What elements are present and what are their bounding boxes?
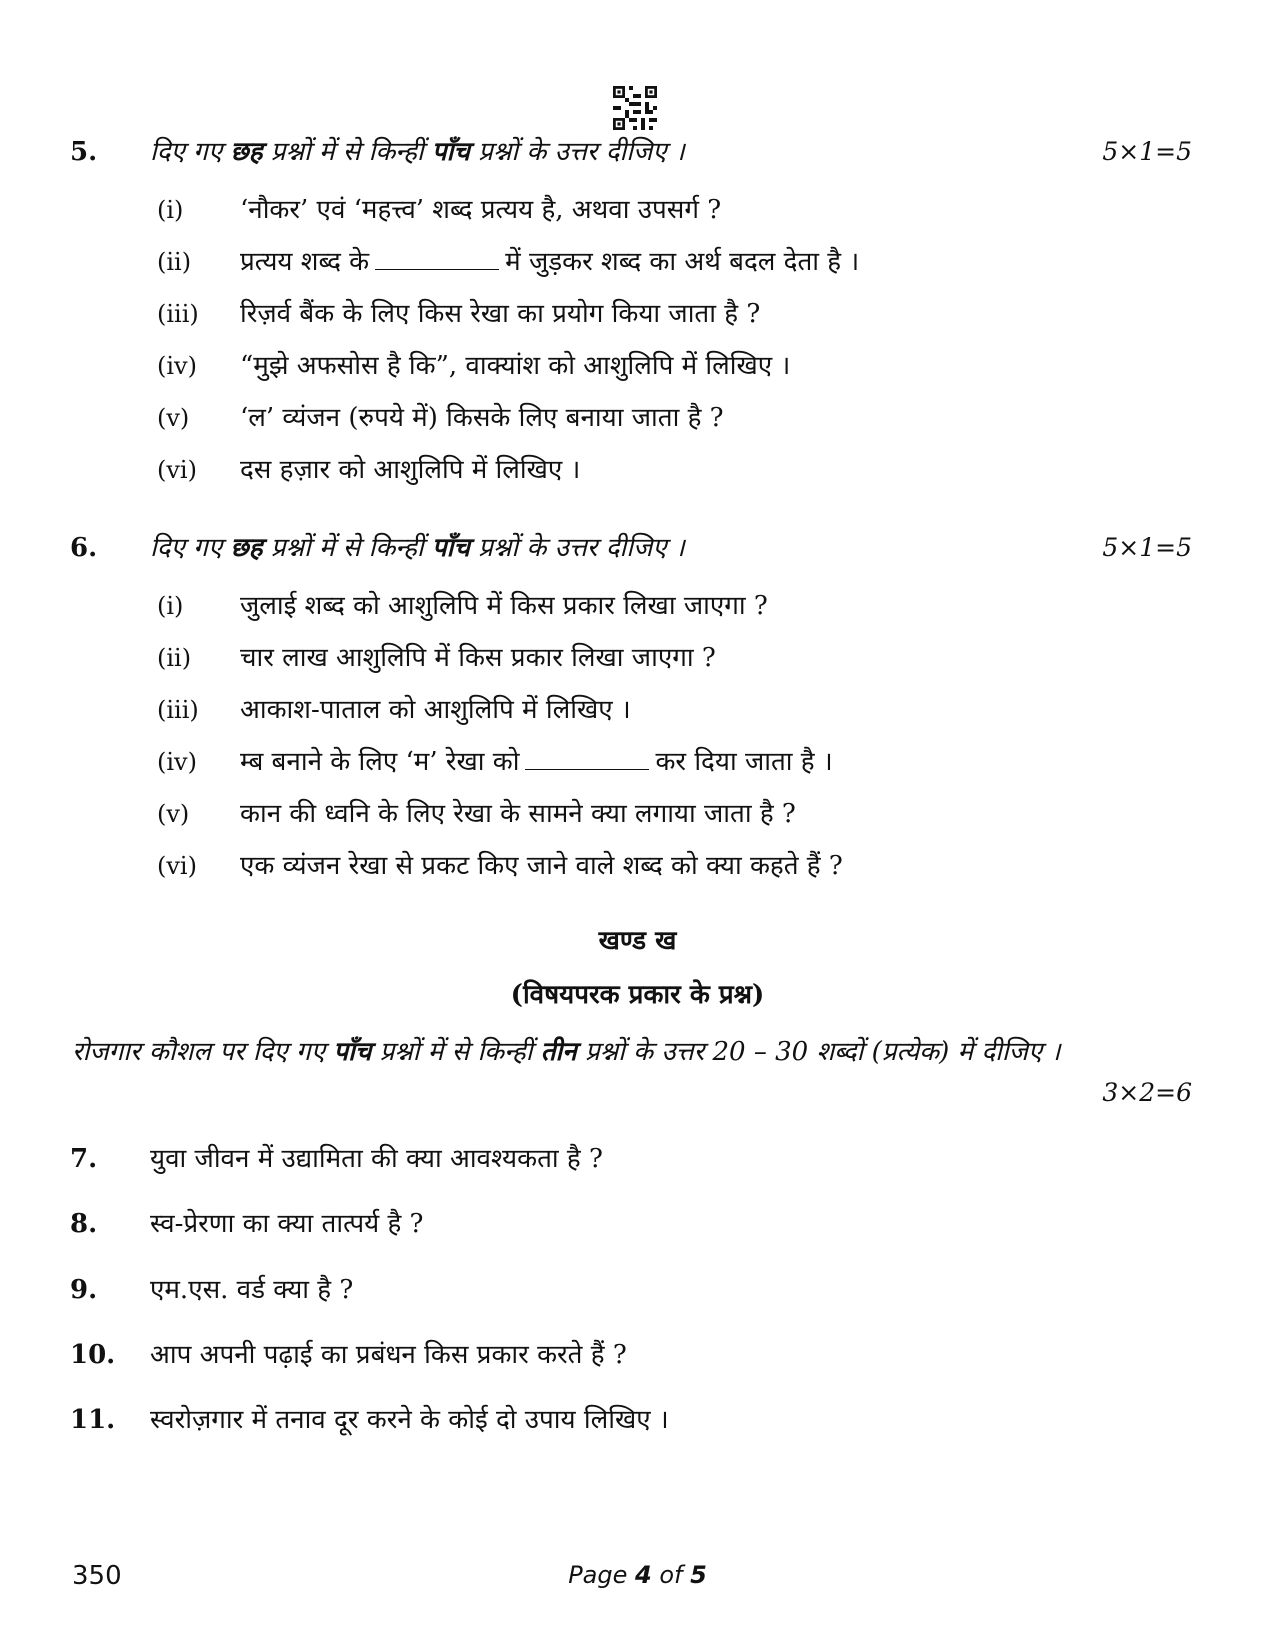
q5-item-label: (i) (157, 196, 184, 224)
question-text: आप अपनी पढ़ाई का प्रबंधन किस प्रकार करते हैं ? (150, 1340, 627, 1370)
q6-item-text: चार लाख आशुलिपि में किस प्रकार लिखा जाएगा ? (240, 643, 716, 673)
question-number: 8. (70, 1209, 98, 1239)
page-indicator: Page 4 of 5 (568, 1561, 707, 1589)
q6-item-label: (iii) (157, 696, 199, 724)
q6-item-label: (ii) (157, 644, 192, 672)
q6-marks: 5×1=5 (1102, 533, 1192, 562)
section-instruction: रोजगार कौशल पर दिए गए पाँच प्रश्नों में से किन्हीं तीन प्रश्नों के उत्तर 20 – 30 शब्दों (प्रत्येक) में दीजिए । (72, 1037, 1061, 1067)
q6-item-label: (i) (157, 592, 184, 620)
question-text: एम.एस. वर्ड क्या है ? (150, 1275, 354, 1305)
q5-item-text: ‘ल’ व्यंजन (रुपये में) किसके लिए बनाया जाता है ? (240, 403, 724, 433)
q6-item-label: (vi) (157, 852, 197, 880)
question-number: 9. (70, 1275, 98, 1305)
q6-item-text: कान की ध्वनि के लिए रेखा के सामने क्या लगाया जाता है ? (240, 799, 796, 829)
q5-marks: 5×1=5 (1102, 137, 1192, 166)
q5-item-label: (v) (157, 404, 190, 432)
q6-instruction: दिए गए छह प्रश्नों में से किन्हीं पाँच प्रश्नों के उत्तर दीजिए । (150, 533, 685, 563)
q6-item-text: आकाश-पाताल को आशुलिपि में लिखिए । (240, 695, 631, 725)
q5-item-text: रिज़र्व बैंक के लिए किस रेखा का प्रयोग किया जाता है ? (240, 299, 761, 329)
q6-item-text: म्ब बनाने के लिए ‘म’ रेखा को कर दिया जाता है । (240, 747, 833, 777)
q5-item-label: (iv) (157, 352, 197, 380)
q5-item-text: प्रत्यय शब्द के में जुड़कर शब्द का अर्थ बदल देता है । (240, 247, 860, 277)
q5-item-text: दस हज़ार को आशुलिपि में लिखिए । (240, 455, 581, 485)
question-text: स्व-प्रेरणा का क्या तात्पर्य है ? (150, 1209, 424, 1239)
q6-item-label: (v) (157, 800, 190, 828)
question-text: युवा जीवन में उद्यामिता की क्या आवश्यकता है ? (150, 1144, 603, 1174)
q5-item-label: (ii) (157, 248, 192, 276)
question-number: 10. (70, 1340, 116, 1370)
q6-item-label: (iv) (157, 748, 197, 776)
q5-item-label: (iii) (157, 300, 199, 328)
section-title: खण्ड ख (598, 926, 677, 956)
q5-item-text: ‘नौकर’ एवं ‘महत्त्व’ शब्द प्रत्यय है, अथवा उपसर्ग ? (240, 195, 722, 225)
q5-item-label: (vi) (157, 456, 197, 484)
qr-code-icon (613, 86, 657, 130)
q5-number: 5. (70, 137, 98, 167)
paper-code: 350 (72, 1561, 122, 1591)
q6-item-text: जुलाई शब्द को आशुलिपि में किस प्रकार लिखा जाएगा ? (240, 591, 768, 621)
section-subtitle: (विषयपरक प्रकार के प्रश्न) (510, 980, 765, 1010)
question-number: 11. (70, 1405, 116, 1435)
q6-item-text: एक व्यंजन रेखा से प्रकट किए जाने वाले शब्द को क्या कहते हैं ? (240, 851, 843, 881)
section-marks: 3×2=6 (1102, 1078, 1192, 1107)
fill-blank (525, 747, 649, 770)
q6-number: 6. (70, 533, 98, 563)
q5-item-text: “मुझे अफसोस है कि”, वाक्यांश को आशुलिपि में लिखिए । (240, 351, 791, 381)
question-number: 7. (70, 1144, 98, 1174)
fill-blank (375, 247, 499, 270)
question-text: स्वरोज़गार में तनाव दूर करने के कोई दो उपाय लिखिए । (150, 1405, 669, 1435)
q5-instruction: दिए गए छह प्रश्नों में से किन्हीं पाँच प्रश्नों के उत्तर दीजिए । (150, 137, 685, 167)
